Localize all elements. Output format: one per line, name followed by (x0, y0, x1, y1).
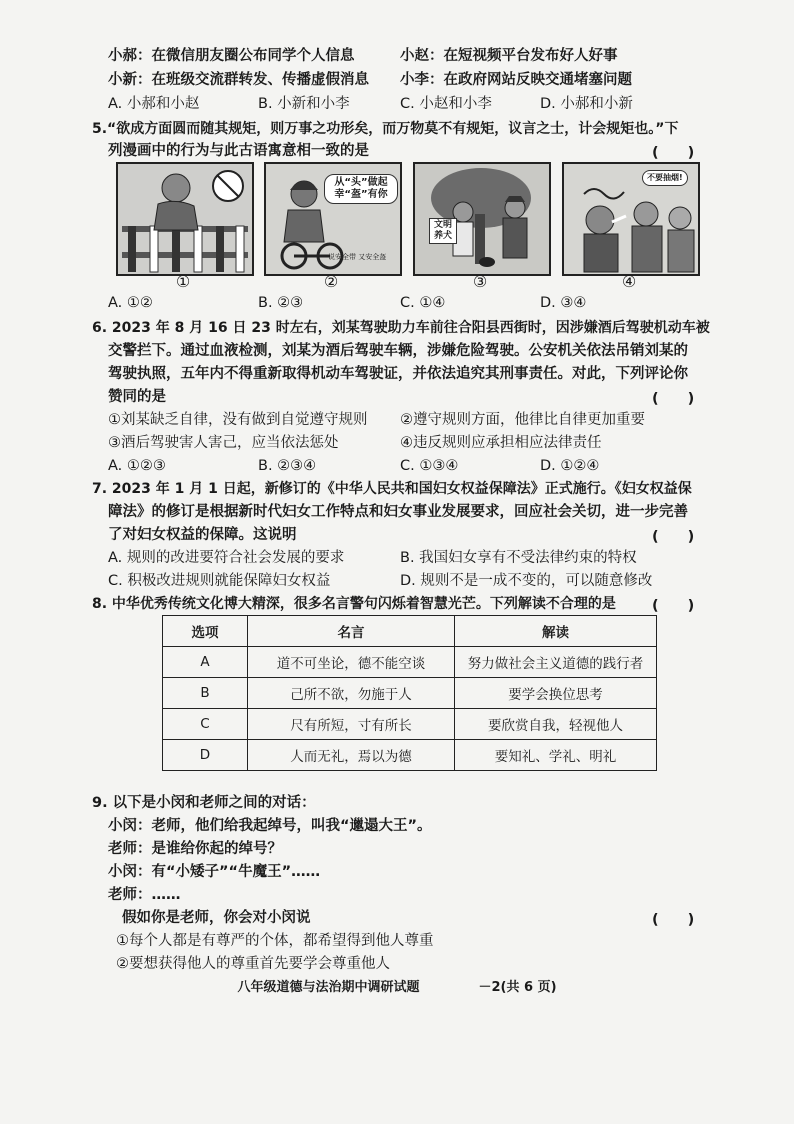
header-option: 选项 (163, 616, 248, 647)
q4-person-li: 小李：在政府网站反映交通堵塞问题 (400, 72, 632, 88)
q5-stem-line2: 列漫画中的行为与此古语寓意相一致的是 (108, 143, 369, 159)
comic-label-1: ① (175, 272, 191, 291)
q9-dialogue-2: 老师：是谁给你起的绰号？ (108, 841, 282, 857)
comic-2-caption: 说安全带 又安全盔 (328, 253, 387, 261)
comic-panel-4 (562, 162, 700, 276)
q8-stem: 8. 中华优秀传统文化博大精深，很多名言警句闪烁着智慧光芒。下列解读不合理的是 (92, 596, 616, 612)
q4-option-a: A. 小郝和小赵 (108, 96, 200, 112)
q9-dialogue-4: 老师：…… (108, 887, 181, 903)
q7-option-b: B. 我国妇女享有不受法律约束的特权 (400, 550, 637, 566)
header-quote: 名言 (248, 616, 455, 647)
q6-stem-line3: 驾驶执照，五年内不得重新取得机动车驾驶证，并依法追究其刑事责任。对此，下列评论你 (108, 366, 688, 382)
q6-statement-4: ④违反规则应承担相应法律责任 (400, 435, 602, 451)
q4-person-zhao: 小赵：在短视频平台发布好人好事 (400, 48, 618, 64)
q4-person-xin: 小新：在班级交流群转发、传播虚假消息 (108, 72, 369, 88)
cell-option: C (163, 709, 248, 740)
q6-statement-2: ②遵守规则方面，他律比自律更加重要 (400, 412, 645, 428)
footer-title: 八年级道德与法治期中调研试题 (237, 980, 420, 995)
q6-statement-3: ③酒后驾驶害人害己，应当依法惩处 (108, 435, 339, 451)
table-row (163, 709, 657, 740)
q5-option-b: B. ②③ (258, 295, 304, 311)
comic-panel-2 (264, 162, 402, 276)
q8-quote-table (162, 615, 657, 771)
q6-answer-paren: ( ) (652, 391, 695, 407)
q9-statement-1: ①每个人都是有尊严的个体，都希望得到他人尊重 (116, 933, 434, 949)
comic-4-speech-bubble: 不要抽烟! (642, 170, 688, 186)
comic-label-4: ④ (621, 272, 637, 291)
header-interpretation: 解读 (455, 616, 657, 647)
q5-answer-paren: ( ) (652, 145, 695, 161)
q7-stem-line3: 了对妇女权益的保障。这说明 (108, 527, 297, 543)
q9-question: 假如你是老师，你会对小闵说 (122, 910, 311, 926)
cell-quote: 人而无礼，焉以为德 (248, 740, 455, 771)
q5-option-d: D. ③④ (540, 295, 587, 311)
q7-stem-line2: 障法》的修订是根据新时代妇女工作特点和妇女事业发展要求，回应社会关切，进一步完善 (108, 504, 688, 520)
q6-option-d: D. ①②④ (540, 458, 600, 474)
comic-label-2: ② (323, 272, 339, 291)
q7-option-c: C. 积极改进规则就能保障妇女权益 (108, 573, 331, 589)
cell-quote: 尺有所短，寸有所长 (248, 709, 455, 740)
q9-stem: 9. 以下是小闵和老师之间的对话： (92, 795, 316, 811)
q6-statement-1: ①刘某缺乏自律，没有做到自觉遵守规则 (108, 412, 368, 428)
q7-stem-line1: 7. 2023 年 1 月 1 日起，新修订的《中华人民共和国妇女权益保障法》正式施行。《妇女权益保 (92, 481, 692, 497)
q5-option-a: A. ①② (108, 295, 153, 311)
q4-option-b: B. 小新和小李 (258, 96, 350, 112)
q4-option-d: D. 小郝和小新 (540, 96, 633, 112)
comic-panel-1 (116, 162, 254, 276)
q5-option-c: C. ①④ (400, 295, 446, 311)
q4-option-c: C. 小赵和小李 (400, 96, 492, 112)
q6-option-b: B. ②③④ (258, 458, 317, 474)
table-row (163, 678, 657, 709)
comic-2-speech-bubble: 从“头”做起 幸“盔”有你 (324, 174, 398, 204)
q5-stem-line1: 5.“欲成方面圆而随其规矩，则万事之功形矣，而万物莫不有规矩，议言之士，计会规矩也。”下 (92, 121, 679, 137)
cell-option: A (163, 647, 248, 678)
q6-stem-line2: 交警拦下。通过血液检测，刘某为酒后驾驶车辆，涉嫌危险驾驶。公安机关依法吊销刘某的 (108, 343, 688, 359)
cell-interpretation: 努力做社会主义道德的践行者 (455, 647, 657, 678)
q6-option-a: A. ①②③ (108, 458, 166, 474)
cell-interpretation: 要学会换位思考 (455, 678, 657, 709)
q7-option-a: A. 规则的改进要符合社会发展的要求 (108, 550, 345, 566)
cell-option: B (163, 678, 248, 709)
q4-person-hao: 小郝：在微信朋友圈公布同学个人信息 (108, 48, 355, 64)
cell-interpretation: 要欣赏自我，轻视他人 (455, 709, 657, 740)
cell-quote: 道不可坐论，德不能空谈 (248, 647, 455, 678)
q9-answer-paren: ( ) (652, 912, 695, 928)
q6-option-c: C. ①③④ (400, 458, 459, 474)
q7-answer-paren: ( ) (652, 529, 695, 545)
table-header-row (163, 616, 657, 647)
comic-panel-1-drawing (118, 164, 252, 274)
q8-answer-paren: ( ) (652, 598, 695, 614)
q9-dialogue-1: 小闵：老师，他们给我起绰号，叫我“邋遢大王”。 (108, 818, 432, 834)
q9-dialogue-3: 小闵：有“小矮子”“牛魔王”…… (108, 864, 321, 880)
table-row (163, 740, 657, 771)
q7-option-d: D. 规则不是一成不变的，可以随意修改 (400, 573, 653, 589)
q6-stem-line4: 赞同的是 (108, 389, 166, 405)
q9-statement-2: ②要想获得他人的尊重首先要学会尊重他人 (116, 956, 390, 972)
table-row (163, 647, 657, 678)
comic-3-sign: 文明 养犬 (429, 218, 457, 244)
q6-stem-line1: 6. 2023 年 8 月 16 日 23 时左右，刘某驾驶助力车前往合阳县西街时，因涉嫌酒后驾驶机动车被 (92, 320, 710, 336)
page-footer (0, 976, 794, 995)
comic-label-3: ③ (472, 272, 488, 291)
footer-page-number: －2(共 6 页) (478, 980, 557, 995)
cell-option: D (163, 740, 248, 771)
cell-quote: 己所不欲，勿施于人 (248, 678, 455, 709)
cell-interpretation: 要知礼、学礼、明礼 (455, 740, 657, 771)
comic-panel-3 (413, 162, 551, 276)
